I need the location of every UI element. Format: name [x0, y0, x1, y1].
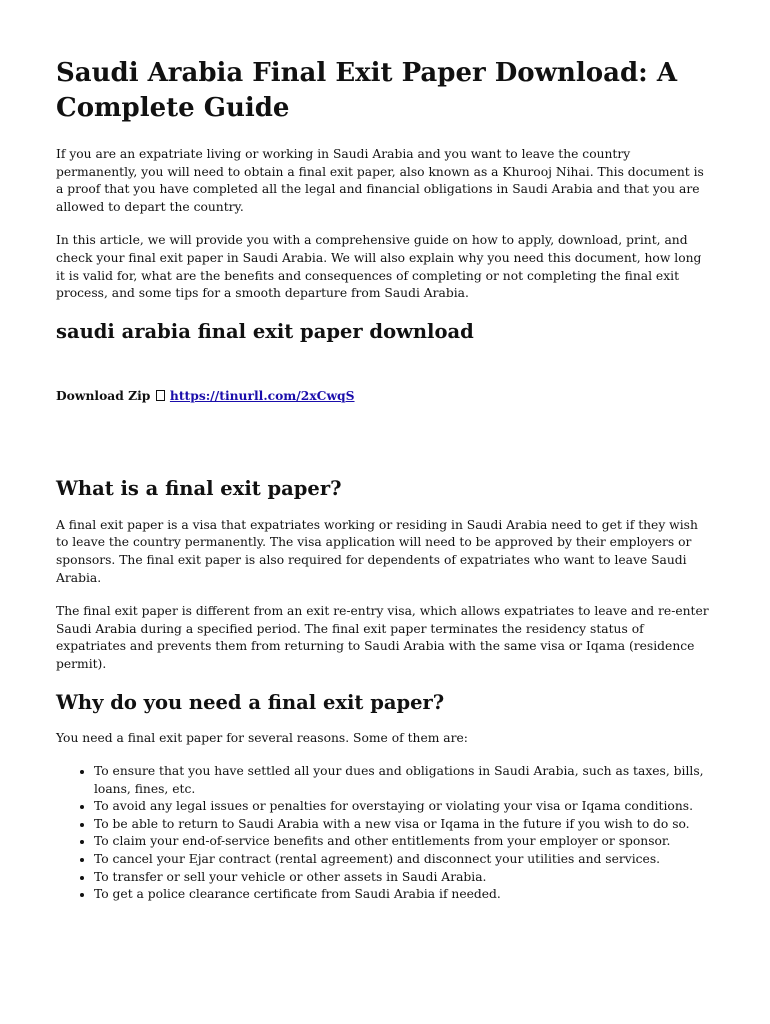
what-paragraph-1: A final exit paper is a visa that expatriates working or residing in Saudi Arabia need to get if they wish to leave the country permanently. The visa application will need to be approved by their employers or sponsors. The final exit paper is also required for dependents of expatriates who want to leave Saudi Arabia. [56, 517, 698, 585]
reasons-list [56, 763, 714, 904]
what-heading: What is a final exit paper? [56, 476, 342, 500]
list-item: • To ensure that you have settled all your dues and obligations in Saudi Arabia, such as taxes, bills, loans, fines, etc. [94, 763, 714, 798]
list-item: • To claim your end-of-service benefits and other entitlements from your employer or sponsor. [94, 833, 714, 851]
download-link[interactable]: https://tinurll.com/2xCwqS [169, 387, 355, 403]
list-item: • To avoid any legal issues or penalties for overstaying or violating your visa or Iqama conditions. [94, 798, 714, 816]
list-item: • To be able to return to Saudi Arabia with a new visa or Iqama in the future if you wish to do so. [94, 816, 714, 834]
list-item: • To cancel your Ejar contract (rental agreement) and disconnect your utilities and services. [94, 851, 714, 869]
list-item: • To get a police clearance certificate from Saudi Arabia if needed. [94, 886, 714, 904]
what-paragraph-2: The final exit paper is different from an exit re-entry visa, which allows expatriates to leave and re-enter Saudi Arabia during a specified period. The final exit paper terminates the residency status of expatriates and prevents them from returning to Saudi Arabia with the same visa or Iqama (residence permit). [56, 604, 709, 671]
download-line [56, 387, 714, 404]
why-intro: You need a final exit paper for several reasons. Some of them are: [56, 730, 468, 745]
intro-paragraph-1: If you are an expatriate living or working in Saudi Arabia and you want to leave the country permanently, you will need to obtain a final exit paper, also known as a Khurooj Nihai. This document is a proof that you have completed all the legal and financial obligations in Saudi Arabia and that you are allowed to depart the country. [56, 147, 704, 214]
download-heading: saudi arabia final exit paper download [56, 319, 474, 343]
box-glyph-icon [156, 390, 165, 401]
why-heading: Why do you need a final exit paper? [56, 690, 445, 714]
download-label: Download Zip [56, 387, 151, 403]
intro-paragraph-2: In this article, we will provide you with a comprehensive guide on how to apply, download, print, and check your final exit paper in Saudi Arabia. We will also explain why you need this document, how long it is valid for, what are the benefits and consequences of completing or not completing the final exit process, and some tips for a smooth departure from Saudi Arabia. [56, 233, 702, 301]
page-title: Saudi Arabia Final Exit Paper Download: A Complete Guide [56, 58, 677, 123]
list-item: • To transfer or sell your vehicle or other assets in Saudi Arabia. [94, 869, 714, 887]
